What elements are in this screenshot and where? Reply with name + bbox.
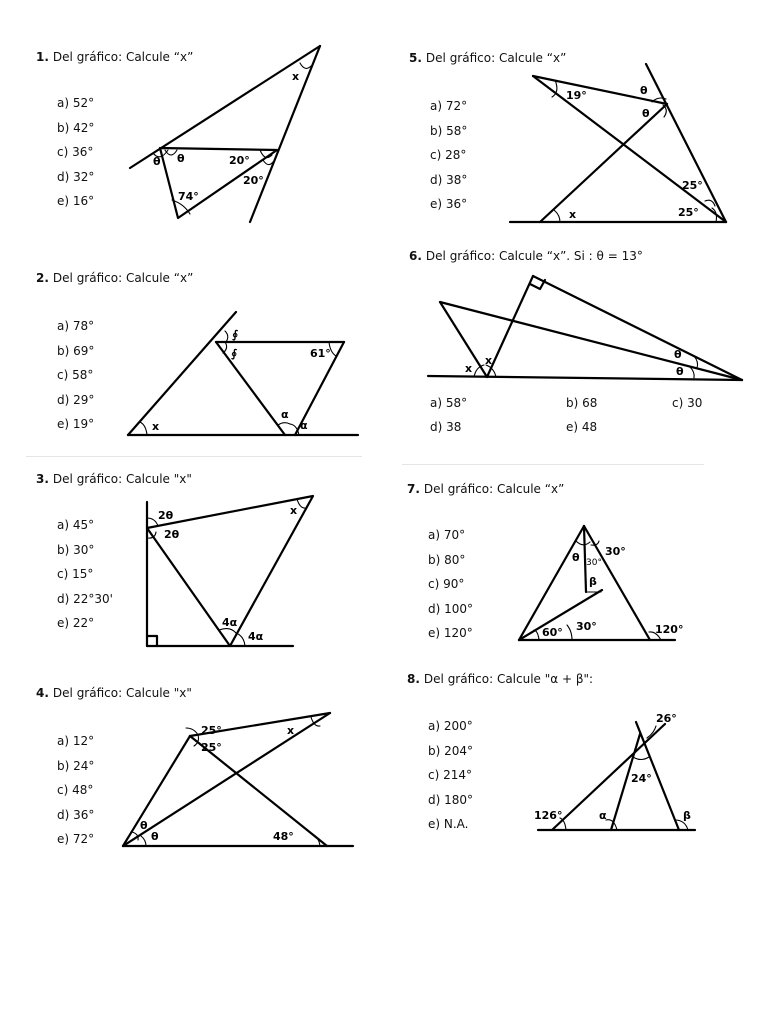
svg-text:∮: ∮: [231, 347, 238, 360]
option-b[interactable]: b) 24°: [57, 758, 95, 773]
svg-text:θ: θ: [140, 819, 148, 832]
option-e[interactable]: e) 120°: [428, 626, 473, 640]
problem-title: 5. Del gráfico: Calcule “x”: [409, 51, 567, 65]
option-a[interactable]: a) 45°: [57, 518, 95, 532]
option-d[interactable]: d) 32°: [57, 169, 95, 184]
problem-title: 2. Del gráfico: Calcule “x”: [36, 271, 194, 285]
option-e[interactable]: e) 72°: [57, 832, 95, 846]
option-b[interactable]: b) 68: [566, 396, 598, 410]
svg-text:19°: 19°: [566, 89, 587, 102]
svg-text:61°: 61°: [310, 347, 331, 360]
option-d[interactable]: d) 100°: [428, 601, 474, 616]
svg-text:20°: 20°: [229, 154, 250, 167]
option-b[interactable]: b) 42°: [57, 120, 95, 135]
option-a[interactable]: a) 12°: [57, 734, 95, 748]
svg-text:β: β: [589, 575, 597, 588]
option-c[interactable]: c) 58°: [57, 368, 94, 382]
svg-text:25°: 25°: [678, 206, 699, 219]
option-c[interactable]: c) 15°: [57, 567, 94, 581]
option-e[interactable]: e) 48: [566, 420, 598, 434]
option-c[interactable]: c) 48°: [57, 783, 94, 797]
svg-text:48°: 48°: [273, 830, 294, 843]
svg-text:30°: 30°: [576, 620, 597, 633]
svg-text:x: x: [292, 70, 300, 83]
svg-text:α: α: [599, 809, 607, 822]
svg-text:60°: 60°: [542, 626, 563, 639]
svg-text:26°: 26°: [656, 712, 677, 725]
option-b[interactable]: b) 80°: [428, 552, 466, 567]
option-e[interactable]: e) 16°: [57, 194, 95, 208]
option-d[interactable]: d) 38°: [430, 172, 468, 187]
option-a[interactable]: a) 72°: [430, 99, 468, 113]
svg-text:β: β: [683, 809, 691, 822]
svg-text:2θ: 2θ: [158, 509, 174, 522]
option-b[interactable]: b) 204°: [428, 743, 474, 758]
option-e[interactable]: e) 22°: [57, 616, 95, 630]
svg-text:x: x: [569, 208, 577, 221]
svg-text:2θ: 2θ: [164, 528, 180, 541]
option-c[interactable]: c) 30: [672, 396, 703, 410]
option-d[interactable]: d) 180°: [428, 792, 474, 807]
svg-text:θ: θ: [676, 365, 684, 378]
svg-text:120°: 120°: [655, 623, 684, 636]
option-e[interactable]: e) 36°: [430, 197, 468, 211]
problem-title: 8. Del gráfico: Calcule "α + β":: [407, 672, 594, 686]
option-c[interactable]: c) 214°: [428, 768, 472, 782]
svg-text:θ: θ: [151, 830, 159, 843]
svg-text:θ: θ: [177, 152, 185, 165]
problem-title: 7. Del gráfico: Calcule “x”: [407, 482, 565, 496]
option-b[interactable]: b) 58°: [430, 123, 468, 138]
option-d[interactable]: d) 38: [430, 420, 462, 434]
problem-title: 3. Del gráfico: Calcule "x": [36, 472, 192, 486]
option-a[interactable]: a) 78°: [57, 319, 95, 333]
svg-text:α: α: [300, 419, 308, 432]
option-b[interactable]: b) 30°: [57, 542, 95, 557]
svg-text:x: x: [152, 420, 160, 433]
problem-title: 4. Del gráfico: Calcule "x": [36, 686, 192, 700]
svg-text:θ: θ: [153, 155, 161, 168]
svg-text:x: x: [465, 362, 473, 375]
option-e[interactable]: e) 19°: [57, 417, 95, 431]
svg-text:25°: 25°: [682, 179, 703, 192]
svg-text:θ: θ: [640, 84, 648, 97]
svg-text:x: x: [485, 354, 493, 367]
option-d[interactable]: d) 36°: [57, 807, 95, 822]
svg-text:4α: 4α: [222, 616, 238, 629]
svg-text:x: x: [287, 724, 295, 737]
svg-text:24°: 24°: [631, 772, 652, 785]
problem-title: 1. Del gráfico: Calcule “x”: [36, 50, 194, 64]
option-c[interactable]: c) 28°: [430, 148, 467, 162]
svg-text:∮: ∮: [232, 328, 239, 341]
svg-text:20°: 20°: [243, 174, 264, 187]
option-a[interactable]: a) 52°: [57, 96, 95, 110]
svg-text:θ: θ: [642, 107, 650, 120]
svg-text:30°: 30°: [586, 558, 602, 568]
svg-text:25°: 25°: [201, 724, 222, 737]
option-b[interactable]: b) 69°: [57, 343, 95, 358]
svg-text:α: α: [281, 408, 289, 421]
svg-text:θ: θ: [674, 348, 682, 361]
svg-text:30°: 30°: [605, 545, 626, 558]
option-c[interactable]: c) 36°: [57, 145, 94, 159]
svg-text:25°: 25°: [201, 741, 222, 754]
svg-text:x: x: [290, 504, 298, 517]
option-a[interactable]: a) 70°: [428, 528, 466, 542]
option-e[interactable]: e) N.A.: [428, 817, 469, 831]
option-d[interactable]: d) 29°: [57, 392, 95, 407]
option-c[interactable]: c) 90°: [428, 577, 465, 591]
svg-text:θ: θ: [572, 551, 580, 564]
svg-text:4α: 4α: [248, 630, 264, 643]
svg-text:74°: 74°: [178, 190, 199, 203]
svg-text:126°: 126°: [534, 809, 563, 822]
problem-title: 6. Del gráfico: Calcule “x”. Si : θ = 13°: [409, 249, 643, 263]
option-d[interactable]: d) 22°30': [57, 591, 113, 606]
option-a[interactable]: a) 200°: [428, 719, 473, 733]
option-a[interactable]: a) 58°: [430, 396, 468, 410]
